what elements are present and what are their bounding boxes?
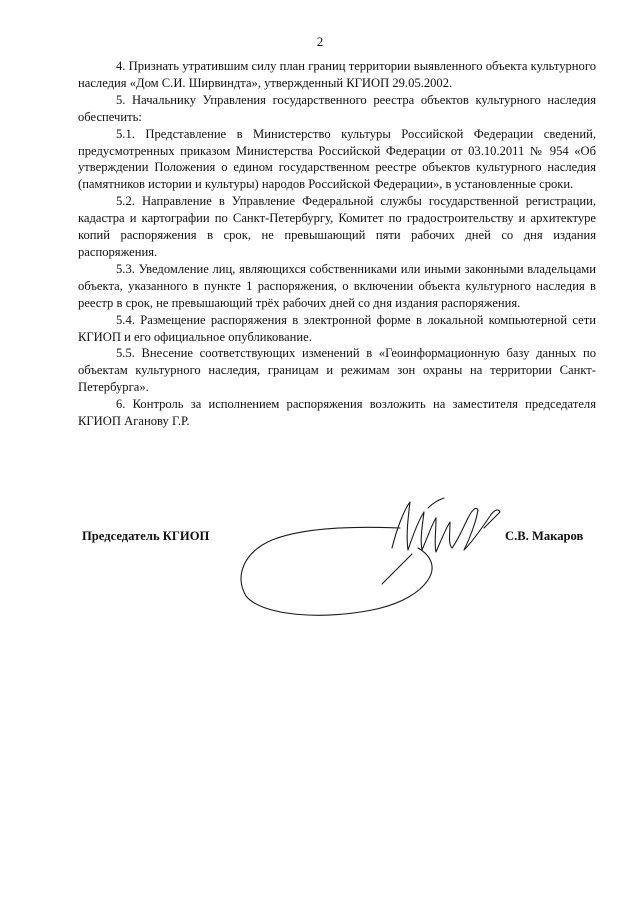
paragraph-5: 5. Начальнику Управления государственного реестра объектов культурного наследия обеспечить: [78,92,596,124]
document-body [78,58,596,430]
signature-scribble [392,502,500,552]
paragraph-4: 4. Признать утратившим силу план границ территории выявленного объекта культурного наследия «Дом С.И. Ширвиндта», утвержденный КГИОП 29.05.2002. [78,59,596,90]
paragraph-5-5: 5.5. Внесение соответствующих изменений в «Геоинформационную базу данных по объектам культурного наследия, границам и режимам зон охраны на территории Санкт-Петербурга». [78,346,596,395]
page-number: 2 [316,34,324,49]
signatory-name: С.В. Макаров [505,529,584,543]
paragraph-5-1: 5.1. Представление в Министерство культуры Российской Федерации сведений, предусмотренных приказом Министерства Российской Федерации от 03.10.2011 № 954 «Об утверждении Положения о едином государственном реестре объектов культурного наследия (памятников истории и культуры) народов Российской Федерации», в установленные сроки. [78,126,596,192]
signature-tail [382,554,412,584]
signature-loop [241,527,432,615]
signature-stroke-2 [428,498,444,508]
paragraph-5-3: 5.3. Уведомление лиц, являющихся собственниками или иными законными владельцами объекта, указанного в пункте 1 распоряжения, о включении объекта культурного наследия в реестр в срок, не превышающий трёх рабочих дней со дня издания распоряжения. [78,261,596,310]
paragraph-6: 6. Контроль за исполнением распоряжения возложить на заместителя председателя КГИОП Аганову Г.Р. [78,397,596,429]
handwritten-signature [232,488,522,623]
signatory-title: Председатель КГИОП [82,529,210,543]
paragraph-5-4: 5.4. Размещение распоряжения в электронной форме в локальной компьютерной сети КГИОП и его официальное опубликование. [78,312,596,344]
paragraph-5-2: 5.2. Направление в Управление Федеральной службы государственной регистрации, кадастра и картографии по Санкт-Петербургу, Комитет по градостроительству и архитектуре копий распоряжения в срок, не превышающий пяти рабочих дней со дня издания распоряжения. [78,194,596,259]
